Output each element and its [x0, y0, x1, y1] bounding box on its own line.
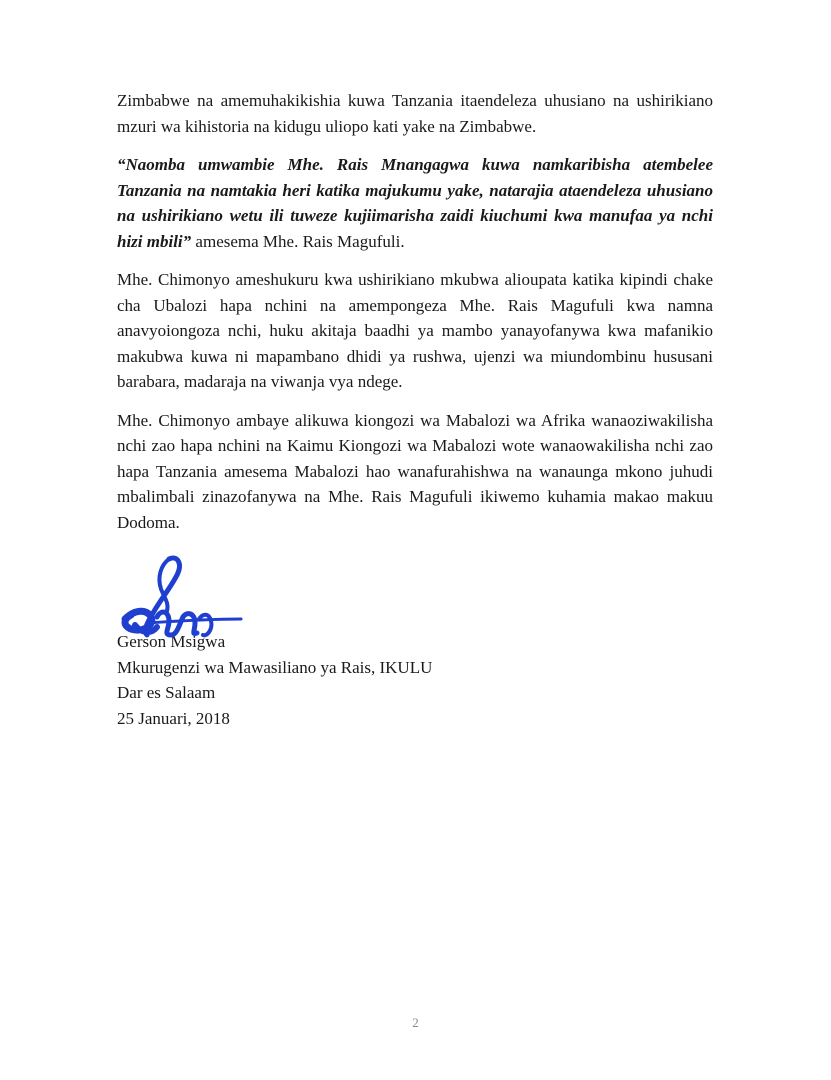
- paragraph-3-text: Mhe. Chimonyo ameshukuru kwa ushirikiano mkubwa alioupata katika kipindi chake cha Ubalozi hapa nchini na amempongeza Mhe. Rais Magufuli kwa namna anavyoiongoza nchi, huku akitaja baadhi ya mambo yanayofanywa kwa mafanikio makubwa kuwa ni mapambano dhidi ya rushwa, ujenzi wa miundombinu hususani barabara, madaraja na viwanja vya ndege.: [117, 270, 713, 391]
- paragraph-2-attribution: amesema Mhe. Rais Magufuli.: [191, 231, 405, 251]
- body-text: [117, 88, 713, 548]
- paragraph-2: [117, 152, 713, 254]
- president-quote: “Naomba umwambie Mhe. Rais Mnangagwa kuwa namkaribisha atembelee Tanzania na namtakia heri katika majukumu yake, natarajia ataendeleza uhusiano na ushirikiano wetu ili tuweze kujiimarisha zaidi kiuchumi kwa manufaa ya nchi hizi mbili”: [117, 155, 713, 251]
- signatory-title: Mkurugenzi wa Mawasiliano ya Rais, IKULU: [117, 657, 433, 677]
- document-date: 25 Januari, 2018: [117, 708, 230, 728]
- page-number: 2: [412, 1015, 419, 1030]
- paragraph-1: [117, 88, 713, 139]
- paragraph-3: [117, 267, 713, 395]
- paragraph-1-text: Zimbabwe na amemuhakikishia kuwa Tanzania itaendeleza uhusiano na ushirikiano mzuri wa kihistoria na kidugu uliopo kati yake na Zimbabwe.: [117, 91, 713, 136]
- signature-block: [117, 555, 537, 735]
- handwritten-signature: [117, 555, 247, 645]
- signatory-place: Dar es Salaam: [117, 683, 216, 702]
- paragraph-4-text: Mhe. Chimonyo ambaye alikuwa kiongozi wa Mabalozi wa Afrika wanaoziwakilisha nchi zao hapa nchini na Kaimu Kiongozi wa Mabalozi wote wanaowakilisha nchi zao hapa Tanzania amesema Mabalozi hao wanafurahishwa na wanaunga mkono juhudi mbalimbali zinazofanywa na Mhe. Rais Magufuli ikiwemo kuhamia makao makuu Dodoma.: [117, 410, 713, 532]
- paragraph-4: [117, 408, 713, 536]
- signatory-name: Gerson Msigwa: [117, 632, 226, 651]
